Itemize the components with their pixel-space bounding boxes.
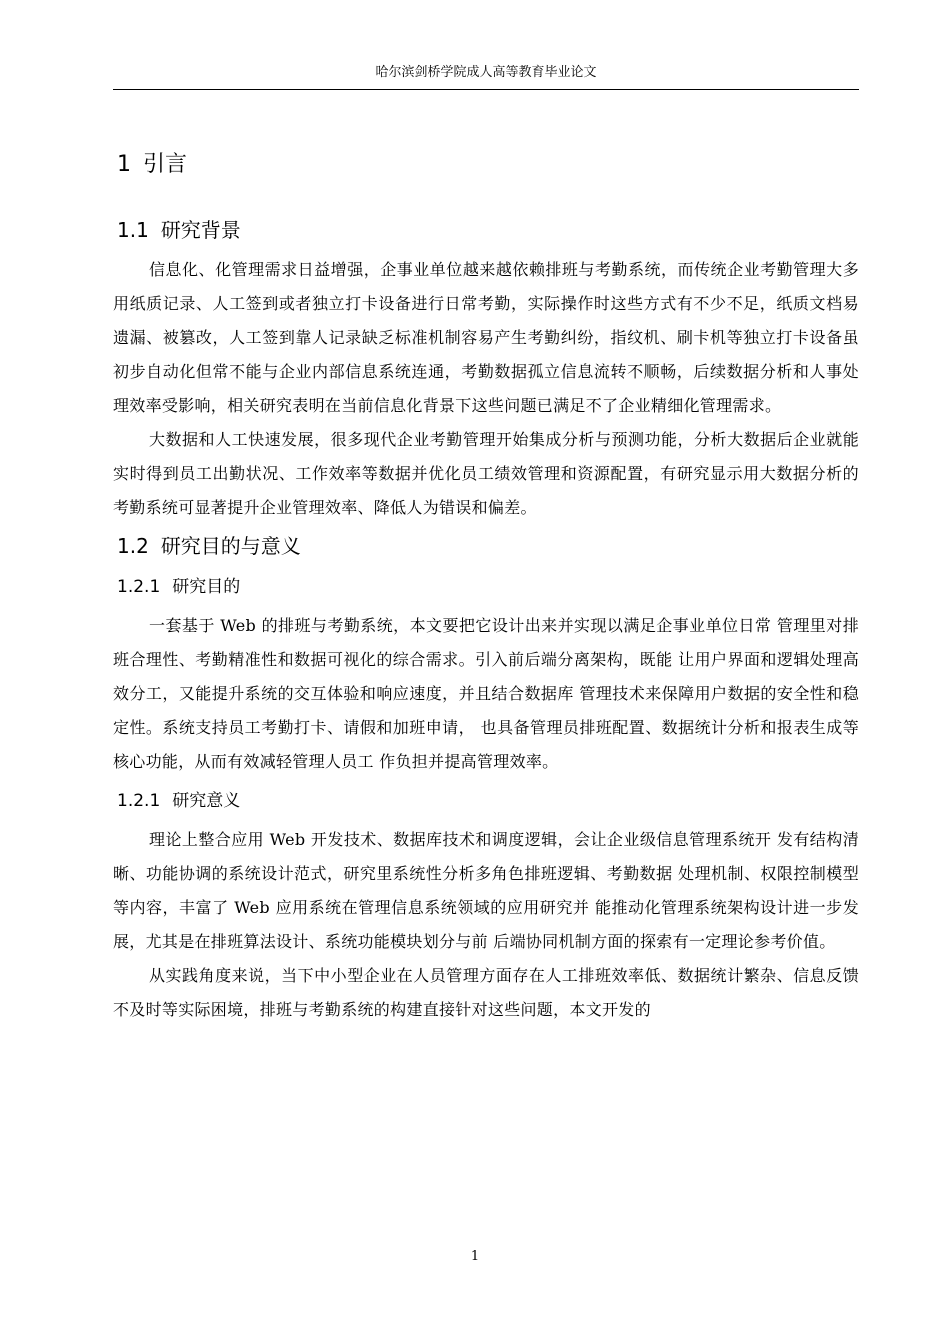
paragraph: 从实践角度来说，当下中小型企业在人员管理方面存在人工排班效率低、数据统计繁杂、信息反馈不及时等实际困境，排班与考勤系统的构建直接针对这些问题，本文开发的 — [113, 966, 859, 1019]
subsection-title: 研究目的 — [172, 577, 241, 597]
subsection-number: 1.2.1 — [117, 791, 161, 811]
section-title: 研究目的与意义 — [160, 534, 301, 558]
paragraph: 理论上整合应用 Web 开发技术、数据库技术和调度逻辑，会让企业级信息管理系统开 发有结构清晰、功能协调的系统设计范式，研究里系统性分析多角色排班逻辑、考勤数据 处理机制、权限控制模型等内容，丰富了 Web 应用系统在管理信息系统领域的应用研究并 能推动化管理系统架构设计进一步发展，尤其是在排班算法设计、系统功能模块划分与前 后端协同机制方面的探索有一定理论参考价值。 — [113, 830, 859, 951]
paragraph: 大数据和人工快速发展，很多现代企业考勤管理开始集成分析与预测功能，分析大数据后企业就能实时得到员工出勤状况、工作效率等数据并优化员工绩效管理和资源配置，有研究显示用大数据分析的考勤系统可显著提升企业管理效率、降低人为错误和偏差。 — [113, 430, 859, 517]
subsection-number: 1.2.1 — [117, 577, 161, 597]
subsection-heading-significance — [113, 783, 859, 819]
page-body — [113, 140, 859, 1027]
header-title: 哈尔滨剑桥学院成人高等教育毕业论文 — [375, 65, 597, 80]
paragraph: 信息化、化管理需求日益增强，企事业单位越来越依赖排班与考勤系统，而传统企业考勤管理大多用纸质记录、人工签到或者独立打卡设备进行日常考勤，实际操作时这些方式有不少不足，纸质文档易遗漏、被篡改，人工签到靠人记录缺乏标准机制容易产生考勤纠纷，指纹机、刷卡机等独立打卡设备虽初步自动化但常不能与企业内部信息系统连通，考勤数据孤立信息流转不顺畅，后续数据分析和人事处理效率受影响，相关研究表明在当前信息化背景下这些问题已满足不了企业精细化管理需求。 — [113, 260, 859, 415]
section-title: 研究背景 — [160, 218, 241, 242]
chapter-title: 引言 — [143, 152, 188, 177]
section-heading-1-2 — [113, 527, 859, 565]
paragraph: 一套基于 Web 的排班与考勤系统，本文要把它设计出来并实现以满足企事业单位日常 管理里对排班合理性、考勤精准性和数据可视化的综合需求。引入前后端分离架构，既能 让用户界面和逻辑处理高效分工，又能提升系统的交互体验和响应速度，并且结合数据库 管理技术来保障用户数据的安全性和稳定性。系统支持员工考勤打卡、请假和加班申请， 也具备管理员排班配置、数据统计分析和报表生成等核心功能，从而有效减轻管理人员工 作负担并提高管理效率。 — [113, 616, 859, 771]
section-heading-1-1 — [113, 211, 859, 249]
section-number: 1.1 — [117, 218, 149, 242]
subsection-heading-purpose — [113, 569, 859, 605]
chapter-number: 1 — [117, 152, 131, 177]
page-number: 1 — [470, 1249, 480, 1264]
page-footer — [0, 1248, 950, 1266]
subsection-title: 研究意义 — [172, 791, 241, 811]
section-number: 1.2 — [117, 534, 149, 558]
page-header — [113, 63, 859, 90]
chapter-heading — [113, 140, 859, 190]
